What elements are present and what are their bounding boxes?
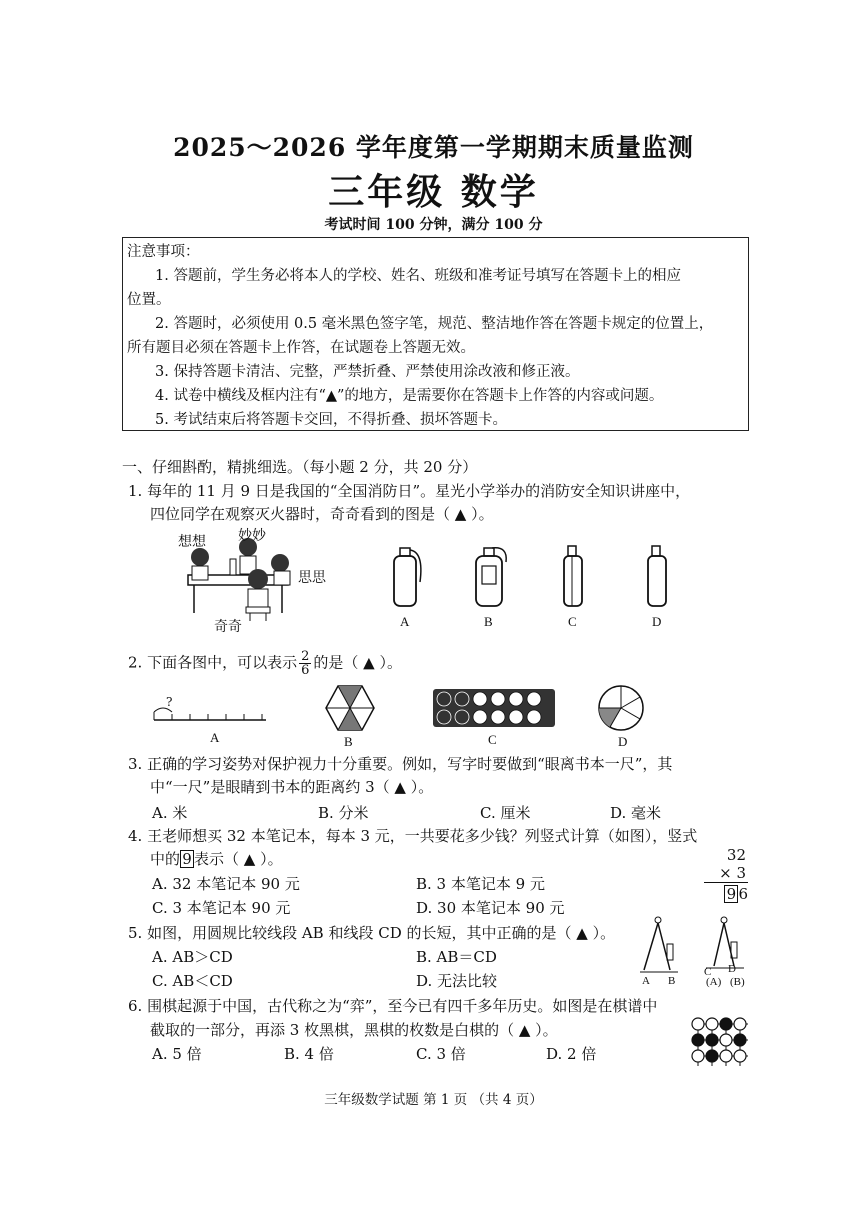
q5-option-c: C. AB＜CD (152, 972, 233, 990)
name-qiqi: 奇奇 (214, 619, 242, 635)
name-miaomiao: 妙妙 (238, 528, 266, 544)
fraction-2-6 (299, 650, 311, 677)
calc-divider (704, 882, 748, 883)
section-1-title: 一、仔细斟酌，精挑细选。（每小题 2 分，共 20 分） (122, 458, 478, 476)
compass-caption-b: (B) (730, 976, 745, 988)
q6-option-c: C. 3 倍 (416, 1045, 466, 1063)
q2-text (128, 650, 402, 677)
notice-item-1: 1. 答题前，学生务必将本人的学校、姓名、班级和准考证号填写在答题卡上的相应 (155, 268, 681, 284)
q2-label-b: B (344, 734, 353, 749)
q1-label-a: A (400, 614, 410, 629)
q3-option-c: C. 厘米 (480, 804, 531, 822)
q4-line2-prefix: 中的 (150, 850, 181, 868)
boxed-digit: 9 (180, 850, 194, 868)
exam-subject-title: 三年级 数学 (328, 171, 539, 213)
calc-top-number: 32 (726, 846, 746, 864)
q2-prefix: 2. 下面各图中，可以表示 (128, 653, 298, 672)
q2-label-d: D (618, 734, 628, 749)
calc-result (716, 885, 748, 903)
q3-option-d: D. 毫米 (610, 804, 662, 822)
q3-text-line2: 中“一尺”是眼睛到书本的距离约 3（ ▲ ）。 (150, 778, 434, 796)
q1-label-c: C (568, 614, 577, 629)
notice-item-4: 4. 试卷中横线及框内注有“▲”的地方，是需要你在答题卡上作答的内容或问题。 (155, 388, 664, 404)
q4-text-line1: 4. 王老师想买 32 本笔记本，每本 3 元，一共要花多少钱？列竖式计算（如图），竖式 (128, 827, 698, 845)
q3-option-a: A. 米 (152, 804, 188, 822)
q4-line2-suffix: 表示（ ▲ ）。 (194, 850, 283, 868)
page-footer: 三年级数学试题 第 1 页 （共 4 页） (324, 1092, 543, 1108)
notice-item-3: 3. 保持答题卡清洁、完整，严禁折叠、严禁使用涂改液和修正液。 (155, 364, 580, 380)
notice-item-2: 2. 答题时，必须使用 0.5 毫米黑色签字笔，规范、整洁地作答在答题卡规定的位置上， (155, 316, 714, 332)
extinguisher-a-icon (388, 542, 428, 610)
q2-label-c: C (488, 732, 497, 747)
calc-multiply-sign: × (719, 864, 732, 882)
q2-label-a: A (210, 730, 220, 745)
calc-multiplier: 3 (736, 864, 746, 882)
compass-label-b: B (668, 975, 676, 987)
notice-item-5: 5. 考试结束后将答题卡交回，不得折叠、损坏答题卡。 (155, 412, 507, 428)
q6-option-d: D. 2 倍 (546, 1045, 597, 1063)
q5-option-b: B. AB＝CD (416, 948, 497, 966)
notice-item-1-cont: 位置。 (127, 292, 171, 308)
compass-label-d: D (728, 963, 736, 975)
go-board-figure (690, 1016, 750, 1068)
q4-option-a: A. 32 本笔记本 90 元 (152, 875, 300, 893)
compass-caption-a: (A) (706, 976, 722, 988)
extinguisher-b-icon (468, 542, 512, 610)
pie-circle-figure (596, 684, 646, 732)
q3-text-line1: 3. 正确的学习姿势对保护视力十分重要。例如，写字时要做到“眼离书本一尺”，其 (128, 755, 673, 773)
exam-time-info: 考试时间 100 分钟，满分 100 分 (324, 217, 543, 233)
name-sisi: 思思 (298, 570, 326, 586)
q6-text-line2: 截取的一部分，再添 3 枚黑棋，黑棋的枚数是白棋的（ ▲ ）。 (150, 1021, 558, 1039)
notice-item-2-cont: 所有题目必须在答题卡上作答，在试题卷上答题无效。 (127, 340, 475, 356)
q4-option-b: B. 3 本笔记本 9 元 (416, 875, 545, 893)
extinguisher-d-icon (642, 542, 672, 610)
q4-option-d: D. 30 本笔记本 90 元 (416, 899, 565, 917)
q5-text-line1: 5. 如图，用圆规比较线段 AB 和线段 CD 的长短，其中正确的是（ ▲ ）。 (128, 924, 616, 942)
q4-option-c: C. 3 本笔记本 90 元 (152, 899, 291, 917)
calc-result-boxed: 9 (724, 885, 738, 903)
compass-label-c: C (704, 966, 712, 978)
q1-text-line1: 1. 每年的 11 月 9 日是我国的“全国消防日”。星光小学举办的消防安全知识讲座中， (128, 482, 691, 500)
exam-title: 2025～2026 学年度第一学期期末质量监测 (173, 133, 694, 162)
q5-option-a: A. AB＞CD (152, 948, 233, 966)
fraction-denominator: 6 (301, 663, 310, 678)
extinguisher-c-icon (558, 542, 588, 610)
q6-option-b: B. 4 倍 (284, 1045, 334, 1063)
apple-box-figure (432, 688, 556, 728)
q2-suffix: 的是（ ▲ ）。 (313, 653, 402, 672)
notice-heading: 注意事项： (127, 244, 200, 260)
compass-ab-icon (636, 914, 684, 976)
calc-result-rest: 6 (738, 885, 748, 903)
q4-text-line2 (150, 848, 283, 869)
q1-label-d: D (652, 614, 662, 629)
name-xiangxiang: 想想 (178, 534, 206, 550)
compass-label-a: A (642, 975, 650, 987)
q6-text-line1: 6. 围棋起源于中国，古代称之为“弈”，至今已有四千多年历史。如图是在棋谱中 (128, 997, 658, 1015)
segment-ruler-figure (150, 700, 270, 724)
compass-cd-icon (700, 914, 748, 970)
q1-text-line2: 四位同学在观察灭火器时，奇奇看到的图是（ ▲ ）。 (150, 505, 494, 523)
notice-box (122, 237, 749, 431)
q3-option-b: B. 分米 (318, 804, 369, 822)
fraction-numerator: 2 (301, 649, 310, 664)
q5-option-d: D. 无法比较 (416, 972, 498, 990)
q2-question-mark: ? (166, 695, 173, 709)
calc-multiplier-row (704, 864, 746, 882)
hexagon-figure (324, 684, 376, 732)
q1-label-b: B (484, 614, 493, 629)
q6-option-a: A. 5 倍 (152, 1045, 202, 1063)
